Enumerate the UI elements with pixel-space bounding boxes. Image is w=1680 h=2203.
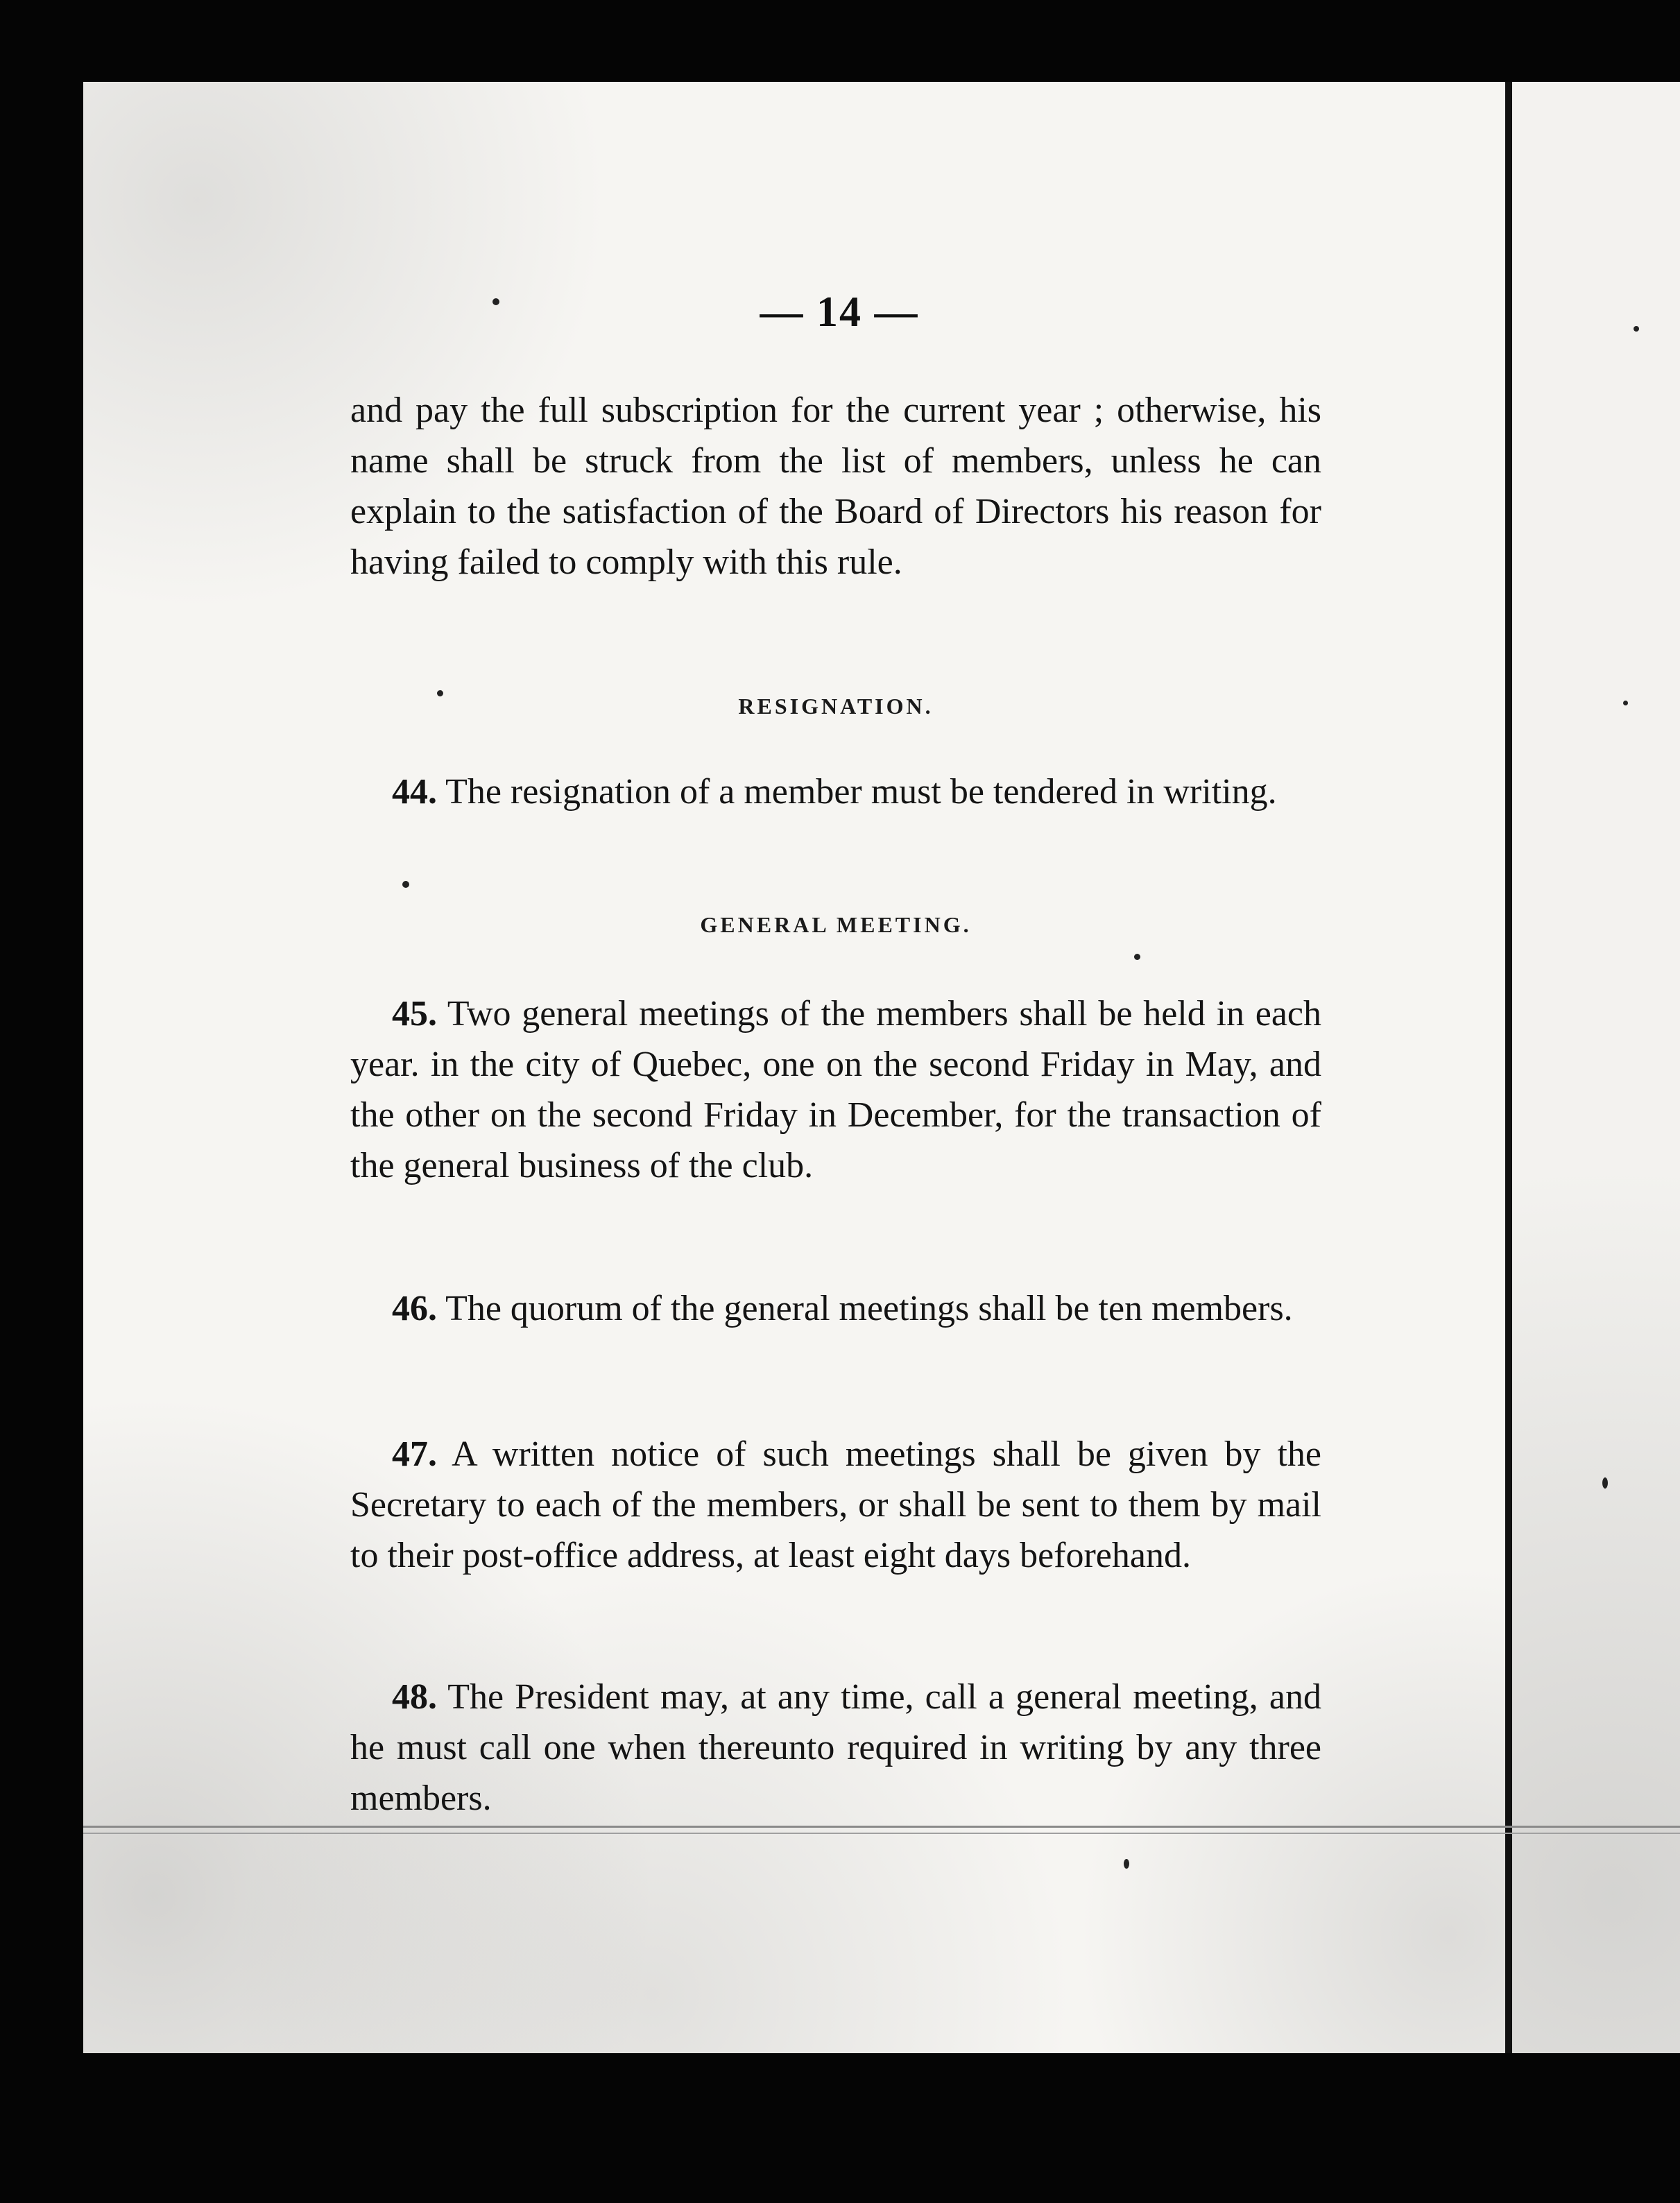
scan-speck — [1623, 701, 1628, 705]
scan-speck — [402, 881, 409, 888]
page-number: — 14 — — [760, 289, 919, 336]
rule-text: The President may, at any time, call a general meeting, and he must call one when thereunto required in writing by any three members. — [350, 1677, 1321, 1818]
bottom-rule-upper — [83, 1826, 1680, 1828]
section-heading-general-meeting: GENERAL MEETING. — [700, 912, 972, 937]
rule-number: 47. — [392, 1434, 437, 1474]
continuation-paragraph: and pay the full subscription for the current year ; otherwise, his name shall be struck from the list of members, unless he can explain to the satisfaction of the Board of Directors his reason for having failed to comply with this rule. — [350, 391, 1321, 582]
page-gutter — [1505, 82, 1512, 2053]
scan-speck — [1602, 1477, 1608, 1489]
scan-speck — [437, 690, 443, 696]
facing-page-edge — [1512, 82, 1680, 2053]
rule-number: 45. — [392, 994, 437, 1034]
rule-text: The resignation of a member must be tendered in writing. — [445, 772, 1277, 812]
rule-48 — [350, 1672, 1321, 1824]
rule-number: 44. — [392, 772, 437, 812]
scan-speck — [1134, 954, 1140, 960]
rule-number: 48. — [392, 1677, 437, 1717]
rule-text: A written notice of such meetings shall be given by the Secretary to each of the members, or shall be sent to them by mail to their post-office address, at least eight days beforehand. — [350, 1434, 1322, 1575]
section-heading-resignation: RESIGNATION. — [738, 694, 934, 719]
rule-text: The quorum of the general meetings shall be ten members. — [445, 1289, 1293, 1328]
scan-speck — [492, 298, 499, 305]
rule-text: Two general meetings of the members shall be held in each year. in the city of Quebec, one on the second Friday in May, and the other on the second Friday in December, for the transaction of the general business of the club. — [350, 994, 1321, 1185]
rule-45 — [350, 988, 1321, 1191]
rule-number: 46. — [392, 1289, 437, 1328]
rule-47 — [350, 1429, 1321, 1581]
bottom-rule-lower — [83, 1833, 1680, 1834]
rule-46 — [350, 1283, 1321, 1334]
scan-speck — [1124, 1859, 1129, 1869]
scan-speck — [1634, 326, 1639, 332]
rule-44 — [350, 766, 1321, 817]
